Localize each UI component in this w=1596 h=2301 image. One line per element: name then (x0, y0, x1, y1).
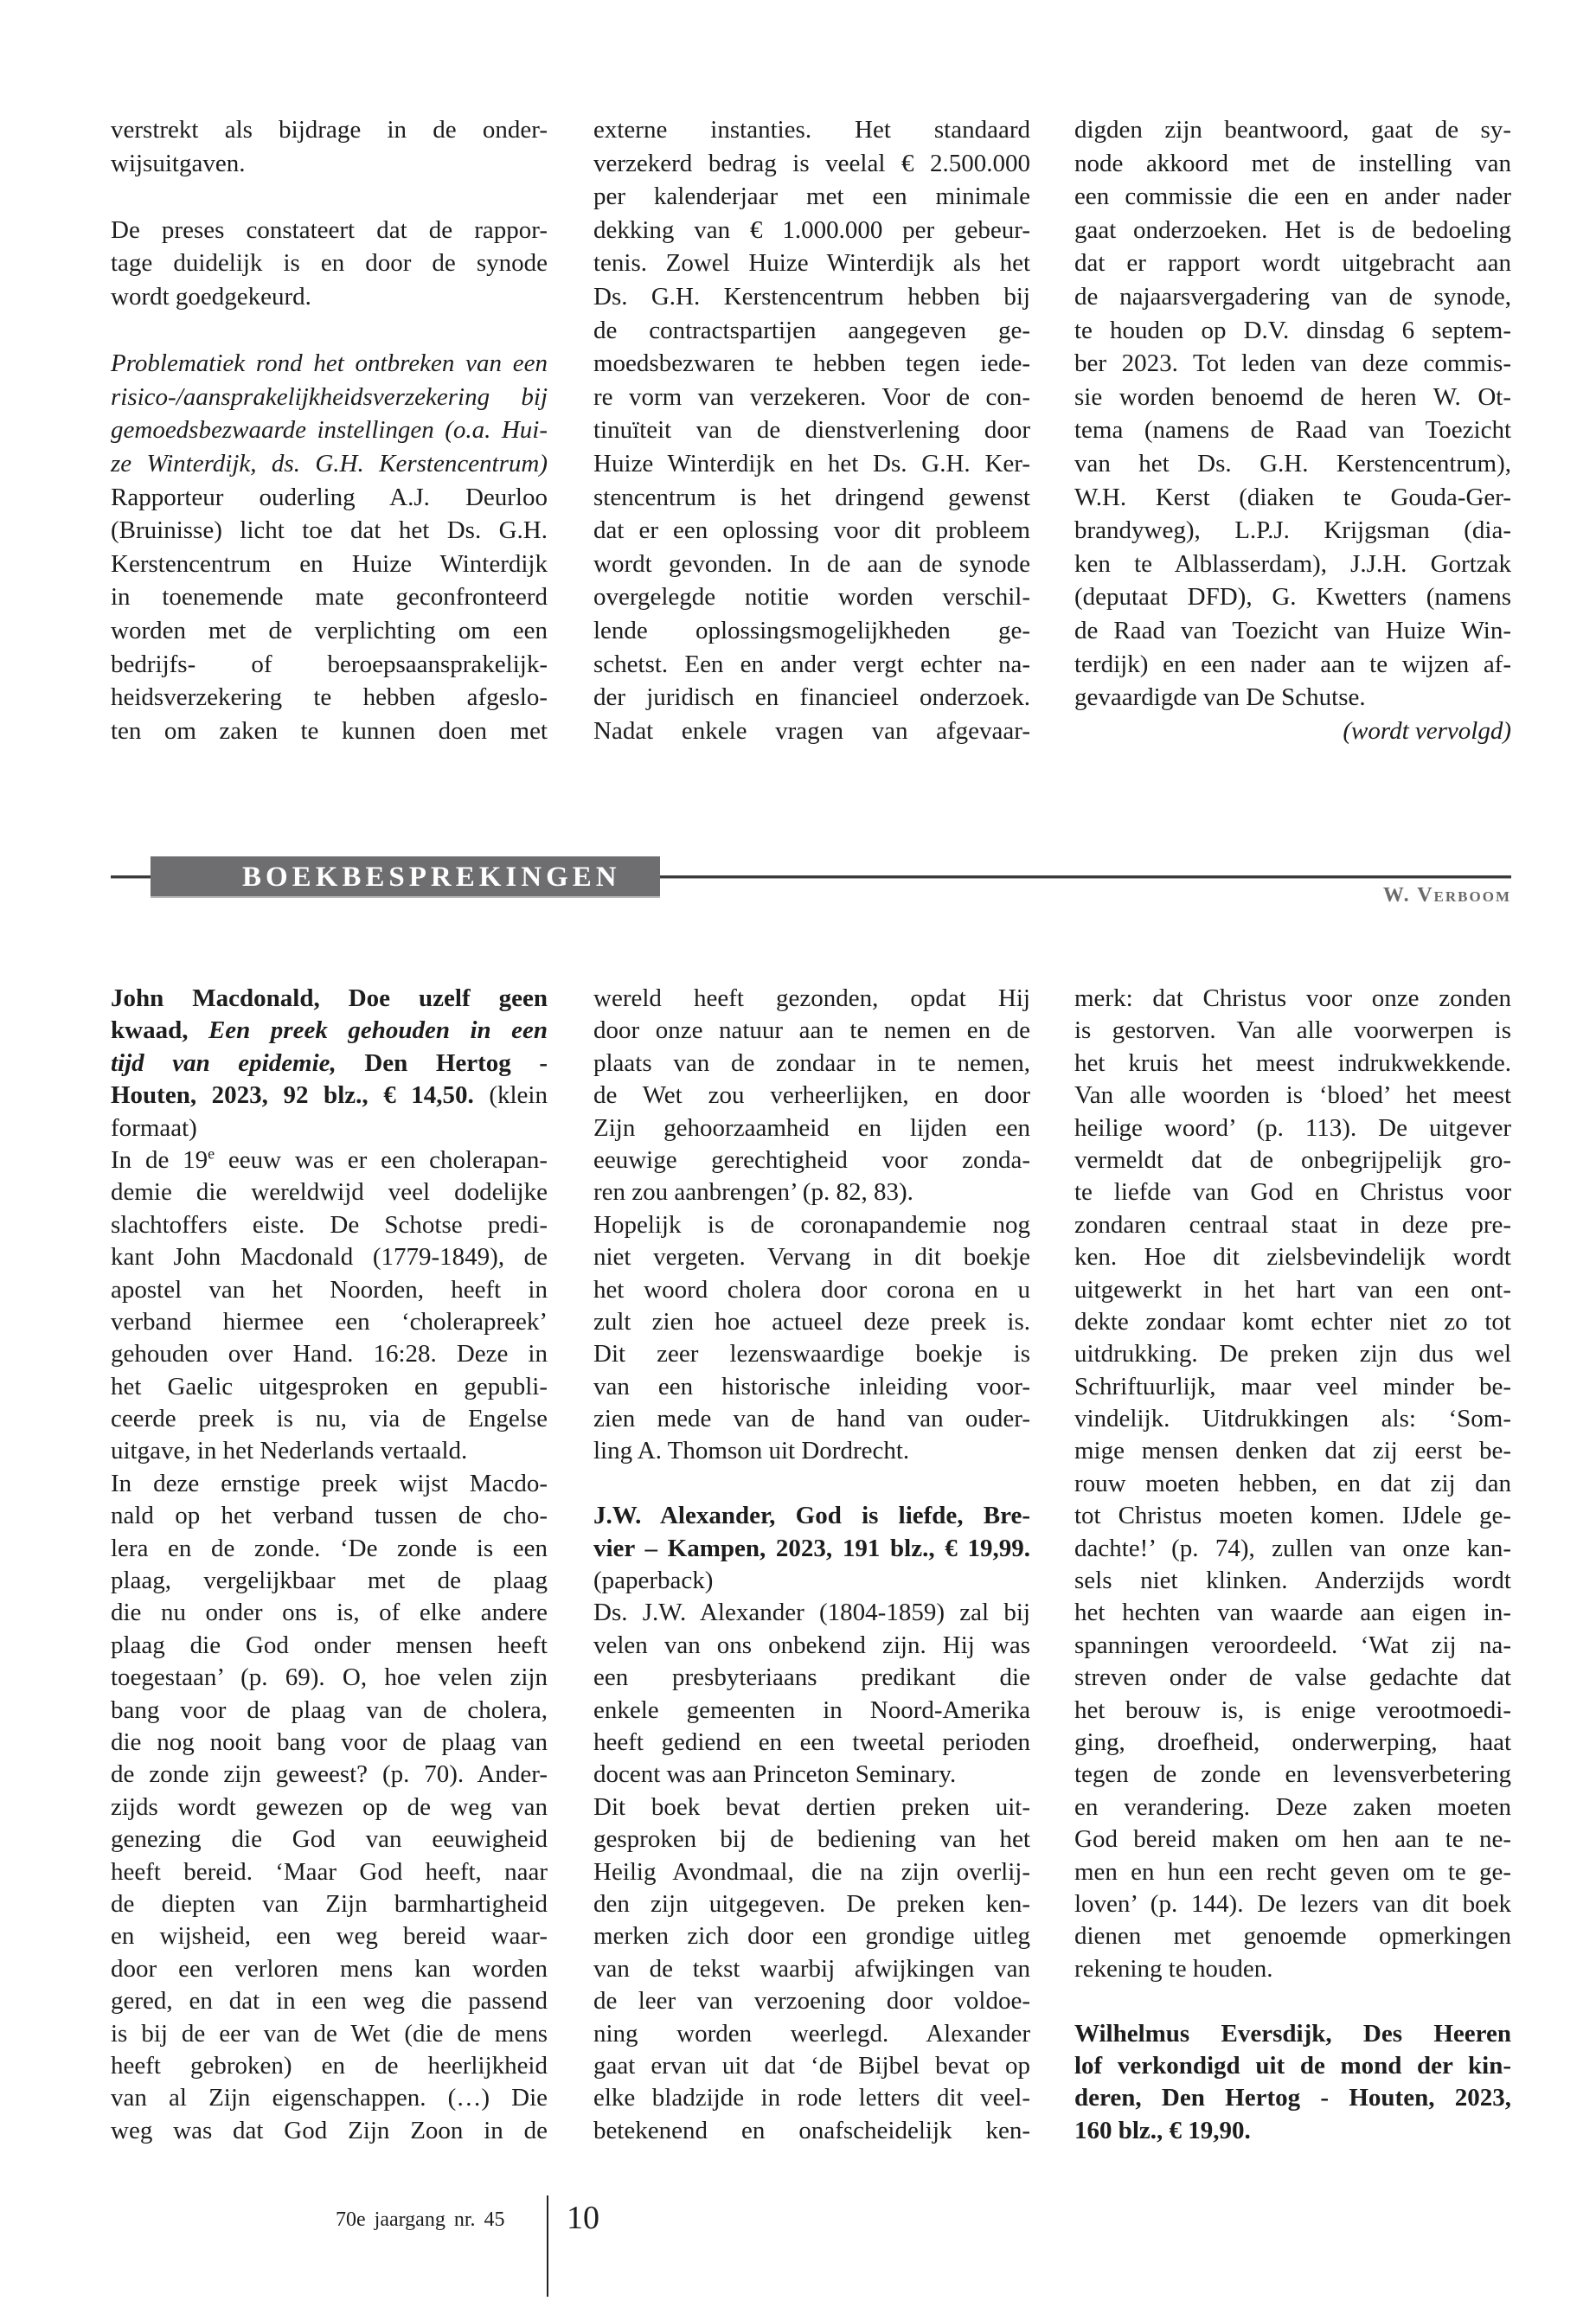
text-line: van de tekst waarbij afwijkingen van (593, 1954, 1030, 1983)
text-line: Ds. J.W. Alexander (1804-1859) zal bij (593, 1599, 1030, 1627)
text-line: Ds. G.H. Kerstencentrum hebben bij (593, 282, 1030, 311)
text-line (1074, 2082, 1511, 2114)
text-line: het Gaelic uitgesproken en gepubli- (111, 1372, 548, 1400)
text-line: ceerde preek is nu, via de Engelse (111, 1405, 548, 1433)
text-line (111, 381, 548, 414)
text-line: Huize Winterdijk en het Ds. G.H. Ker- (593, 449, 1030, 478)
text-line: dekking van € 1.000.000 per gebeur- (593, 215, 1030, 244)
text-line: vindelijk. Uitdrukkingen als: ‘Som- (1074, 1405, 1511, 1433)
paragraph (111, 983, 548, 1144)
text-line: formaat) (111, 1113, 197, 1142)
text-line (1074, 2050, 1511, 2082)
text-line: wordt gevonden. In de aan de synode (593, 549, 1030, 578)
paragraph (1074, 113, 1511, 715)
text-run: vier – Kampen, 2023, 191 blz., € 19,99. (593, 1534, 1030, 1562)
text-line: wordt goedgekeurd. (111, 282, 311, 311)
text-line: gaat ervan uit dat ‘de Bijbel bevat op (593, 2051, 1030, 2080)
text-line: die nog nooit bang voor de plaag van (111, 1727, 548, 1756)
paragraph (593, 983, 1030, 1209)
page-number: 10 (567, 2200, 599, 2236)
review-column-1 (111, 983, 548, 2147)
text-line: mige mensen denken dat zij eerst be- (1074, 1437, 1511, 1465)
text-line: rouw moeten hebben, en dat zij dan (1074, 1469, 1511, 1497)
text-line: de contractspartijen aangegeven ge- (593, 316, 1030, 344)
text-line: tegen de zonde en levensverbetering (1074, 1760, 1511, 1789)
text-line: gaat onderzoeken. Het is de bedoeling (1074, 215, 1511, 244)
text-run: J.W. Alexander, God is liefde, Bre- (593, 1502, 1030, 1530)
text-line: Dit boek bevat dertien preken uit- (593, 1792, 1030, 1821)
text-line: per kalenderjaar met een minimale (593, 183, 1030, 211)
text-line: moedsbezwaren te hebben tegen iede- (593, 349, 1030, 378)
paragraph (111, 1144, 548, 1468)
text-line: re vorm van verzekeren. Voor de con- (593, 382, 1030, 411)
footer-issue-info: 70e jaargang nr. 45 (336, 2208, 505, 2231)
text-line: een presbyteriaans predikant die (593, 1663, 1030, 1692)
text-line (111, 1015, 548, 1047)
text-line: rekening te houden. (1074, 1954, 1273, 1983)
paragraph (111, 1468, 548, 2147)
text-line: slachtoffers eiste. De Schotse predi- (111, 1210, 548, 1239)
text-line: velen van ons onbekend zijn. Hij was (593, 1631, 1030, 1659)
text-line: God bereid maken om hen aan te ne- (1074, 1825, 1511, 1854)
text-run: gemoedsbezwaarde instellingen (o.a. Hui- (111, 416, 548, 445)
text-line (593, 1533, 1030, 1565)
text-line: zondaren centraal staat in deze pre- (1074, 1210, 1511, 1239)
paragraph-gap (111, 180, 548, 214)
text-line: Zijn gehoorzaamheid en lijden een (593, 1113, 1030, 1142)
text-line: nald op het verband tussen de cho- (111, 1502, 548, 1530)
review-column-3 (1074, 983, 1511, 2147)
text-line: worden met de verplichting om een (111, 616, 548, 644)
text-line (111, 347, 548, 381)
text-run: (klein (489, 1081, 548, 1110)
text-line (111, 983, 548, 1015)
text-line (111, 1048, 548, 1080)
text-line: spanningen veroordeeld. ‘Wat zij na- (1074, 1631, 1511, 1659)
paragraph (1074, 715, 1511, 748)
text-line: bedrijfs- of beroepsaansprakelijk- (111, 650, 548, 678)
text-line (593, 1500, 1030, 1532)
text-line: verzekerd bedrag is veelal € 2.500.000 (593, 149, 1030, 177)
text-line: en wijsheid, een weg bereid waar- (111, 1922, 548, 1951)
text-run: Problematiek rond het ontbreken van een (111, 349, 548, 378)
text-line: zult zien hoe actueel deze preek is. (593, 1307, 1030, 1336)
text-line: enkele gemeenten in Noord-Amerika (593, 1695, 1030, 1724)
text-line: van al Zijn eigenschappen. (…) Die (111, 2084, 548, 2112)
text-line: heeft gediend en een tweetal perioden (593, 1727, 1030, 1756)
article-column-3-top (1074, 113, 1511, 747)
text-run: risico-/aansprakelijkheidsverzekering bij (111, 382, 548, 411)
text-line: door een verloren mens kan worden (111, 1954, 548, 1983)
paragraph (593, 1597, 1030, 1791)
text-line: eeuwige gerechtigheid voor zonda- (593, 1145, 1030, 1174)
text-line: toegestaan’ (p. 69). O, hoe velen zijn (111, 1663, 548, 1692)
text-line: tema (namens de Raad van Toezicht (1074, 416, 1511, 445)
paragraph (1074, 2018, 1511, 2148)
paragraph (593, 1791, 1030, 2147)
text-line: die nu onder ons is, of elke andere (111, 1599, 548, 1627)
text-run: In de 19 (111, 1145, 208, 1174)
text-line: ken. Hoe dit zielsbevindelijk wordt (1074, 1243, 1511, 1272)
text-line: Kerstencentrum en Huize Winterdijk (111, 549, 548, 578)
text-line: vermeldt dat de onbegrijpelijk gro- (1074, 1145, 1511, 1174)
text-line (111, 447, 548, 481)
text-line: gesproken bij de bediening van het (593, 1825, 1030, 1854)
text-line: bang voor de plaag van de cholera, (111, 1695, 548, 1724)
text-line: terdijk) en een nader aan te wijzen af- (1074, 650, 1511, 678)
text-line: het kruis het meest indrukwekkende. (1074, 1048, 1511, 1077)
text-run: John Macdonald, Doe uzelf geen (111, 984, 548, 1012)
text-line: ber 2023. Tot leden van deze commis- (1074, 349, 1511, 378)
text-line: is bij de eer van de Wet (die de mens (111, 2019, 548, 2048)
text-line: niet vergeten. Vervang in dit boekje (593, 1243, 1030, 1272)
text-line (1074, 715, 1511, 748)
text-line: kant John Macdonald (1779-1849), de (111, 1243, 548, 1272)
text-run: kwaad, (111, 1016, 208, 1045)
paragraph (593, 1500, 1030, 1597)
text-line: dachte!’ (p. 74), zullen van onze kan- (1074, 1534, 1511, 1562)
paragraph-gap (1074, 1985, 1511, 2017)
text-line: In deze ernstige preek wijst Macdo- (111, 1469, 548, 1497)
text-run: lof verkondigd uit de mond der kin- (1074, 2051, 1511, 2080)
text-line: (deputaat DFD), G. Kwetters (namens (1074, 583, 1511, 612)
section-author: W. Verboom (1382, 884, 1511, 907)
text-line: W.H. Kerst (diaken te Gouda-Ger- (1074, 483, 1511, 511)
text-line: plaats van de zondaar in te nemen, (593, 1048, 1030, 1077)
text-line: (Bruinisse) licht toe dat het Ds. G.H. (111, 516, 548, 545)
text-line: te liefde van God en Christus voor (1074, 1178, 1511, 1207)
text-line: te houden op D.V. dinsdag 6 septem- (1074, 316, 1511, 344)
text-line (1074, 1985, 1511, 2017)
text-line (111, 413, 548, 447)
text-line: wereld heeft gezonden, opdat Hij (593, 984, 1030, 1012)
text-line: streven onder de valse gedachte dat (1074, 1663, 1511, 1692)
text-line: verband hiermee een ‘cholerapreek’ (111, 1307, 548, 1336)
paragraph (111, 347, 548, 747)
text-line: wijsuitgaven. (111, 149, 246, 177)
text-line: externe instanties. Het standaard (593, 116, 1030, 144)
paragraph-gap (111, 314, 548, 348)
text-line: en verandering. Deze zaken moeten (1074, 1792, 1511, 1821)
text-line: node akkoord met de instelling van (1074, 149, 1511, 177)
text-line: weg was dat God Zijn Zoon in de (111, 2116, 548, 2144)
text-line: van het Ds. G.H. Kerstencentrum), (1074, 449, 1511, 478)
text-line: ging, droefheid, onderwerping, haat (1074, 1727, 1511, 1756)
text-line: merk: dat Christus voor onze zonden (1074, 984, 1511, 1012)
text-run: Een preek gehouden in een (208, 1016, 548, 1045)
text-line: de Raad van Toezicht van Huize Win- (1074, 616, 1511, 644)
paragraph (111, 214, 548, 314)
text-line: (paperback) (593, 1567, 714, 1595)
text-line: ken te Alblasserdam), J.J.H. Gortzak (1074, 549, 1511, 578)
text-line: gered, en dat in een weg die passend (111, 1987, 548, 2016)
text-line: heeft bereid. ‘Maar God heeft, naar (111, 1857, 548, 1886)
text-line: stencentrum is het dringend gewenst (593, 483, 1030, 511)
text-line: Rapporteur ouderling A.J. Deurloo (111, 483, 548, 511)
text-line: gevaardigde van De Schutse. (1074, 683, 1366, 712)
text-run: 160 blz., € 19,90. (1074, 2116, 1251, 2144)
text-line: tage duidelijk is en door de synode (111, 249, 548, 278)
text-line: het hechten van waarde aan eigen in- (1074, 1599, 1511, 1627)
text-line: men en hun een recht geven om te ge- (1074, 1857, 1511, 1886)
text-line: der juridisch en financieel onderzoek. (593, 683, 1030, 712)
paragraph (593, 113, 1030, 747)
text-line: heidsverzekering te hebben afgeslo- (111, 683, 548, 712)
text-line: plaag, vergelijkbaar met de plaag (111, 1567, 548, 1595)
text-line: demie die wereldwijd veel dodelijke (111, 1178, 548, 1207)
text-line: overgelegde notitie worden verschil- (593, 583, 1030, 612)
text-line: Nadat enkele vragen van afgevaar- (593, 716, 1030, 745)
text-line: uitdrukking. De preken zijn dus wel (1074, 1340, 1511, 1368)
footer-divider (547, 2195, 548, 2297)
text-line: Schriftuurlijk, maar veel minder be- (1074, 1372, 1511, 1400)
text-line: genezing die God van eeuwigheid (111, 1825, 548, 1854)
text-line: de najaarsvergadering van de synode, (1074, 282, 1511, 311)
text-line: schetst. Een en ander vergt echter na- (593, 650, 1030, 678)
article-column-2-top (593, 113, 1030, 747)
section-title-banner: BOEKBESPREKINGEN (151, 856, 660, 898)
text-line: tot Christus moeten komen. IJdele ge- (1074, 1502, 1511, 1530)
text-line: ten om zaken te kunnen doen met (111, 716, 548, 745)
text-line: tinuïteit van de dienstverlening door (593, 416, 1030, 445)
text-line: uitgave, in het Nederlands vertaald. (111, 1437, 468, 1465)
text-line: zien mede van de hand van ouder- (593, 1405, 1030, 1433)
text-line (1074, 2115, 1511, 2147)
text-line: ling A. Thomson uit Dordrecht. (593, 1437, 910, 1465)
text-line (1074, 2018, 1511, 2050)
paragraph (1074, 983, 1511, 1985)
text-line (111, 1080, 548, 1112)
text-run: ze Winterdijk, ds. G.H. Kerstencentrum) (111, 449, 548, 478)
text-run: Houten, 2023, 92 blz., € 14,50. (111, 1081, 490, 1110)
text-line: lera en de zonde. ‘De zonde is een (111, 1534, 548, 1562)
text-line: sie worden benoemd de heren W. Ot- (1074, 382, 1511, 411)
text-line (111, 1144, 548, 1176)
text-line: de diepten van Zijn barmhartigheid (111, 1889, 548, 1918)
text-line: merken zich door een grondige uitleg (593, 1922, 1030, 1951)
text-run: (wordt vervolgd) (1343, 716, 1511, 745)
text-line: Dit zeer lezenswaardige boekje is (593, 1340, 1030, 1368)
text-line: dienen met genoemde opmerkingen (1074, 1922, 1511, 1951)
text-line: de zonde zijn geweest? (p. 70). Ander- (111, 1760, 548, 1789)
text-run: deren, Den Hertog - Houten, 2023, (1074, 2084, 1511, 2112)
text-line: in toenemende mate geconfronteerd (111, 583, 548, 612)
text-line: sels niet klinken. Anderzijds wordt (1074, 1567, 1511, 1595)
text-line: Heilig Avondmaal, die na zijn overlij- (593, 1857, 1030, 1886)
text-line: gehouden over Hand. 16:28. Deze in (111, 1340, 548, 1368)
text-line (111, 314, 548, 348)
text-run: Wilhelmus Eversdijk, Des Heeren (1074, 2019, 1511, 2048)
paragraph (593, 1209, 1030, 1468)
text-line: tenis. Zowel Huize Winterdijk als het (593, 249, 1030, 278)
text-line: door onze natuur aan te nemen en de (593, 1016, 1030, 1045)
text-line: de leer van verzoening door voldoe- (593, 1987, 1030, 2016)
text-line: zijds wordt gewezen op de weg van (111, 1792, 548, 1821)
text-line: den zijn uitgegeven. De preken ken- (593, 1889, 1030, 1918)
text-line: dat er een oplossing voor dit probleem (593, 516, 1030, 545)
paragraph (111, 113, 548, 180)
text-line: heeft gebroken) en de heerlijkheid (111, 2051, 548, 2080)
text-line: De preses constateert dat de rappor- (111, 215, 548, 244)
article-column-1-top (111, 113, 548, 747)
text-line: apostel van het Noorden, heeft in (111, 1275, 548, 1304)
text-line: brandyweg), L.P.J. Krijgsman (dia- (1074, 516, 1511, 545)
text-line: Van alle woorden is ‘bloed’ het meest (1074, 1081, 1511, 1110)
text-line: een commissie die een en ander nader (1074, 183, 1511, 211)
text-line: lende oplossingsmogelijkheden ge- (593, 616, 1030, 644)
text-run: Den Hertog - (364, 1048, 548, 1077)
text-line: van een historische inleiding voor- (593, 1372, 1030, 1400)
text-line: het woord cholera door corona en u (593, 1275, 1030, 1304)
review-column-2 (593, 983, 1030, 2147)
text-line: heilige woord’ (p. 113). De uitgever (1074, 1113, 1511, 1142)
text-line: het berouw is, is enige verootmoedi- (1074, 1695, 1511, 1724)
text-line: dat er rapport wordt uitgebracht aan (1074, 249, 1511, 278)
text-run: eeuw was er een cholerapan- (215, 1145, 548, 1174)
text-run: tijd van epidemie, (111, 1048, 365, 1077)
text-line: Hopelijk is de coronapandemie nog (593, 1210, 1030, 1239)
text-line: ning worden weerlegd. Alexander (593, 2019, 1030, 2048)
text-line: ren zou aanbrengen’ (p. 82, 83). (593, 1178, 913, 1207)
text-line: elke bladzijde in rode letters dit veel- (593, 2084, 1030, 2112)
text-line: plaag die God onder mensen heeft (111, 1631, 548, 1659)
text-line: de Wet zou verheerlijken, en door (593, 1081, 1030, 1110)
text-line: docent was aan Princeton Seminary. (593, 1760, 957, 1789)
text-line: loven’ (p. 144). De lezers van dit boek (1074, 1889, 1511, 1918)
text-line (593, 1468, 1030, 1500)
text-line (111, 180, 548, 214)
text-line: uitgewerkt in het hart van een ont- (1074, 1275, 1511, 1304)
text-line: digden zijn beantwoord, gaat de sy- (1074, 116, 1511, 144)
superscript: e (208, 1144, 215, 1163)
text-line: is gestorven. Van alle voorwerpen is (1074, 1016, 1511, 1045)
paragraph-gap (593, 1468, 1030, 1500)
text-line: betekenend en onafscheidelijk ken- (593, 2116, 1030, 2144)
text-line: verstrekt als bijdrage in de onder- (111, 116, 548, 144)
text-line: dekte zondaar komt echter niet zo tot (1074, 1307, 1511, 1336)
